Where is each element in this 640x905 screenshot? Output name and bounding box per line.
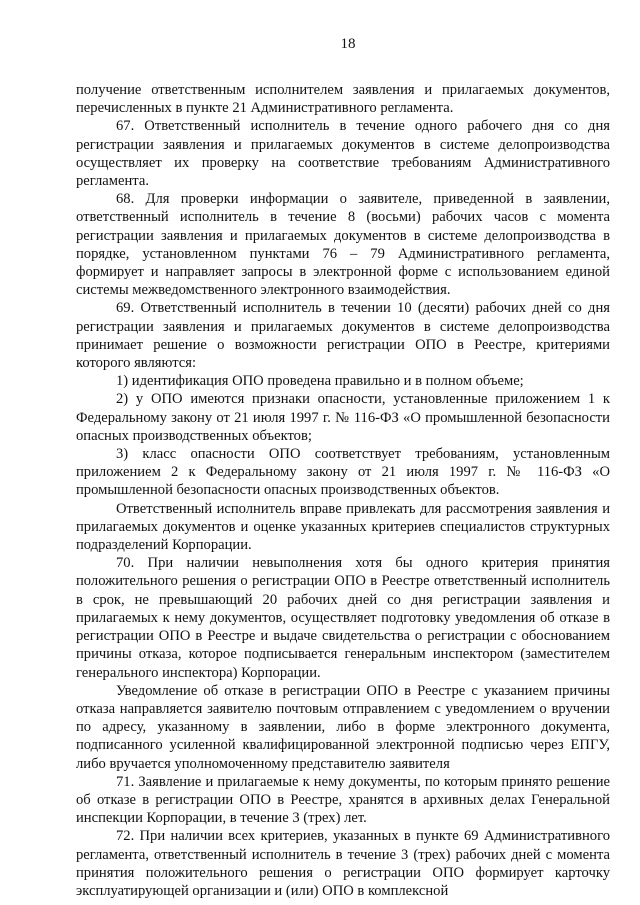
paragraph-68: 68. Для проверки информации о заявителе, приведенной в заявлении, ответственный исполнитель в течение 8 (восьми) рабочих часов с момента регистрации заявления и прилагаемых документов в системе делопроизводства в порядке, установленном пунктами 76 – 79 Административного регламента, формирует и направляет запросы в электронной форме с использованием единой системы межведомственного электронного взаимодействия. [76,191,610,299]
paragraph-continuation: получение ответственным исполнителем заявления и прилагаемых документов, перечисленных в пункте 21 Административного регламента. [76,82,610,117]
paragraph-67: 67. Ответственный исполнитель в течение одного рабочего дня со дня регистрации заявления и прилагаемых документов в системе делопроизводства осуществляет их проверку на соответствие требованиям Административного регламента. [76,118,610,190]
paragraph-70: 70. При наличии невыполнения хотя бы одного критерия принятия положительного решения о регистрации ОПО в Реестре ответственный исполнитель в срок, не превышающий 20 рабочих дней со дня регистрации заявления и прилагаемых к нему документов, осуществляет подготовку уведомления об отказе в регистрации ОПО в Реестре и выдаче свидетельства о регистрации с обоснованием причины отказа, которое подписывается генеральным инспектором (заместителем генерального инспектора) Корпорации. [76,555,610,681]
criterion-3: 3) класс опасности ОПО соответствует требованиям, установленным приложением 2 к Федеральному закону от 21 июля 1997 г. № 116-ФЗ «О промышленной безопасности опасных производственных объектов. [76,446,610,499]
paragraph-72: 72. При наличии всех критериев, указанных в пункте 69 Административного регламента, ответственный исполнитель в течение 3 (трех) рабочих дней с момента принятия положительного решения о регистрации ОПО формирует карточку эксплуатирующей организации и (или) ОПО в комплексной [76,828,610,899]
paragraph-71: 71. Заявление и прилагаемые к нему документы, по которым принято решение об отказе в регистрации ОПО в Реестре, хранятся в архивных делах Генеральной инспекции Корпорации, в течение 3 (трех) лет. [76,773,610,827]
paragraph-specialists: Ответственный исполнитель вправе привлекать для рассмотрения заявления и прилагаемых документов и оценке указанных критериев специалистов структурных подразделений Корпорации. [76,500,610,554]
criterion-1: 1) идентификация ОПО проведена правильно и в полном объеме; [116,373,524,390]
criterion-2: 2) у ОПО имеются признаки опасности, установленные приложением 1 к Федеральному закону от 21 июля 1997 г. № 116-ФЗ «О промышленной безопасности опасных производственных объектов; [76,391,610,444]
page-number: 18 [340,36,356,52]
paragraph-refusal-notice: Уведомление об отказе в регистрации ОПО в Реестре с указанием причины отказа направляется заявителю почтовым отправлением с уведомлением о вручении по адресу, указанному в заявлении, либо в форме электронного документа, подписанного усиленной квалифицированной электронной подписью через ЕПГУ, либо вручается уполномоченному представителю заявителя [76,682,610,772]
paragraph-69: 69. Ответственный исполнитель в течении 10 (десяти) рабочих дней со дня регистрации заявления и прилагаемых документов в системе делопроизводства принимает решение о возможности регистрации ОПО в Реестре, критериями которого являются: [76,300,610,372]
